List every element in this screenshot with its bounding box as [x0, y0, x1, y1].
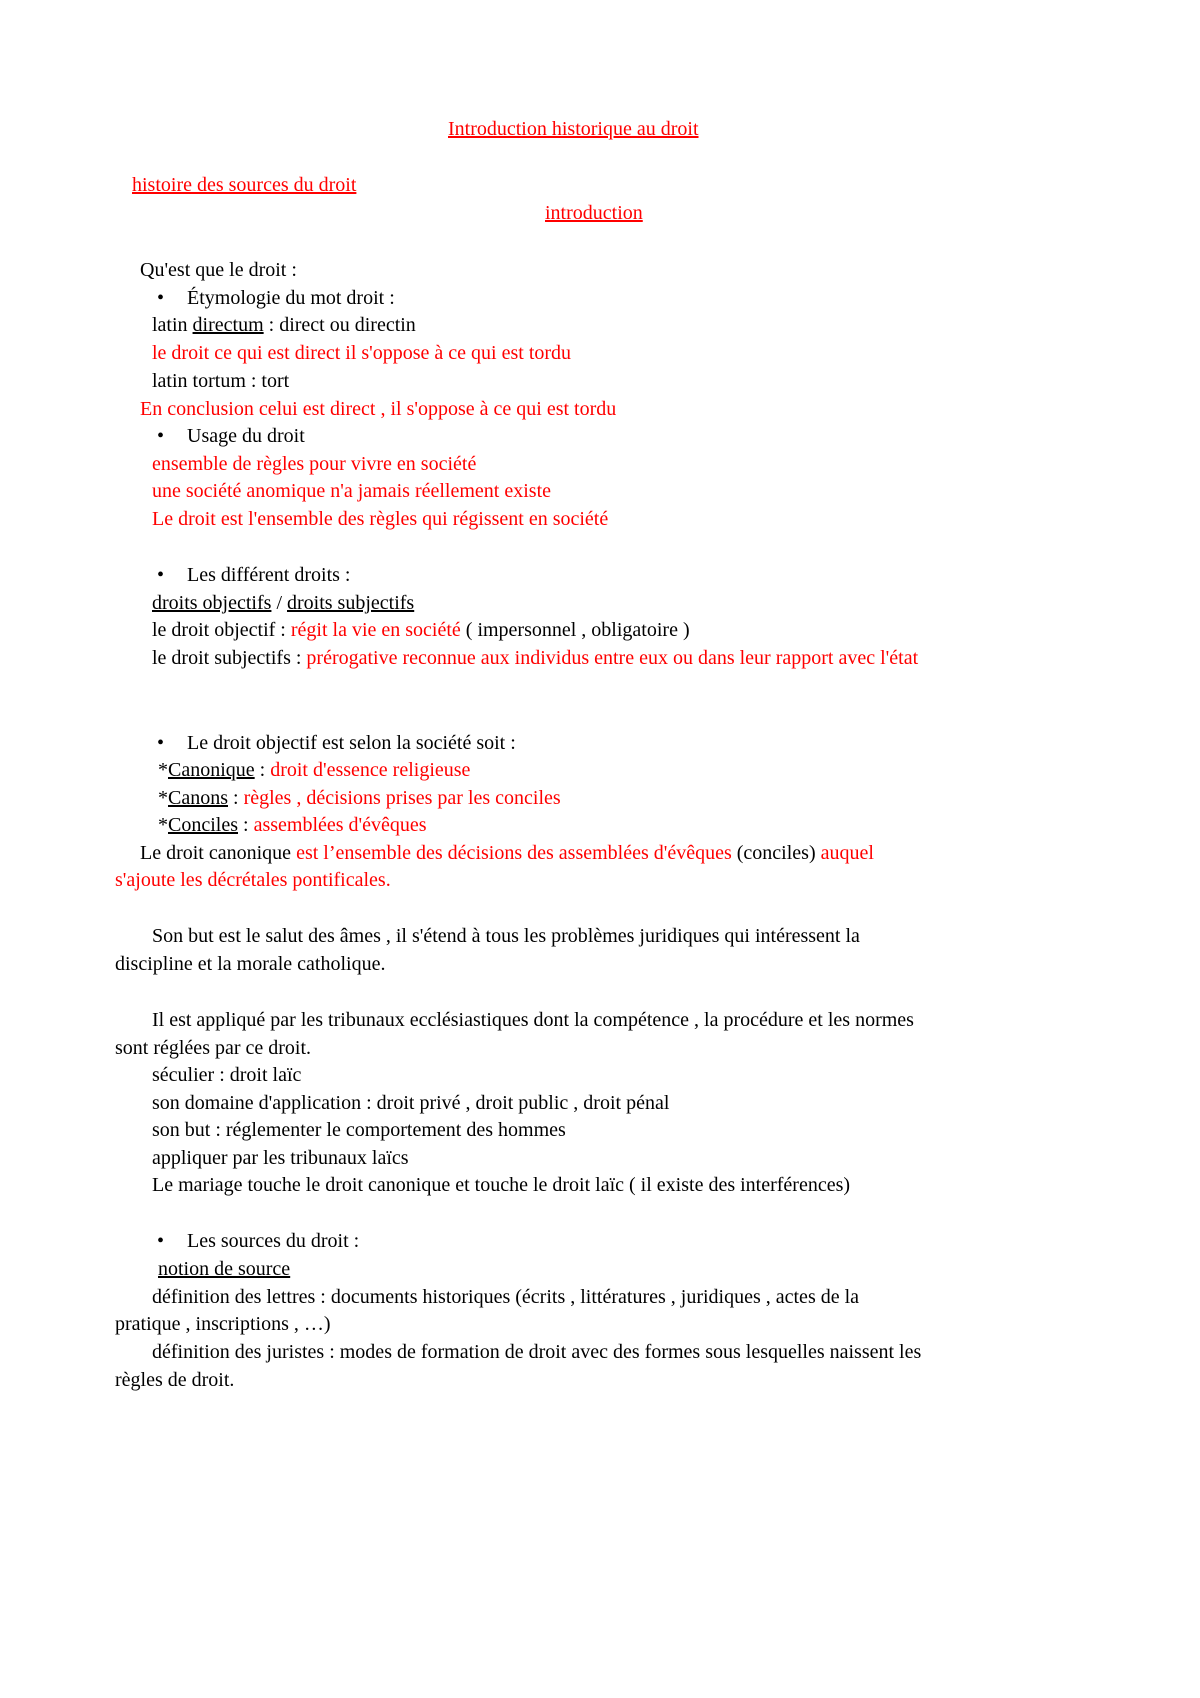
canons-line: *Canons : règles , décisions prises par les conciles	[158, 787, 561, 809]
droit-subjectif-line: le droit subjectifs : prérogative reconnue aux individus entre eux ou dans leur rapport avec l'état	[152, 647, 919, 669]
droit-canonique-line-2: s'ajoute les décrétales pontificales.	[115, 869, 391, 891]
canonique-line: *Canonique : droit d'essence religieuse	[158, 759, 471, 781]
paragraph-applique-line-2: sont réglées par ce droit.	[115, 1037, 312, 1059]
bullet-item-usage: • Usage du droit	[157, 425, 305, 447]
section-heading: introduction	[545, 202, 643, 224]
bullet-item-droit-objectif-societe: • Le droit objectif est selon la société soit :	[157, 732, 516, 754]
appliquer-line: appliquer par les tribunaux laïcs	[152, 1147, 409, 1169]
definition-juristes-line-1: définition des juristes : modes de formation de droit avec des formes sous lesquelles naissent les	[152, 1341, 922, 1363]
paragraph-but-line-1: Son but est le salut des âmes , il s'étend à tous les problèmes juridiques qui intéressent la	[152, 925, 860, 947]
droit-canonique-line: Le droit canonique est l’ensemble des décisions des assemblées d'évêques (conciles) auquel	[140, 842, 874, 864]
bullet-icon: •	[157, 564, 165, 586]
red-line-5: Le droit est l'ensemble des règles qui régissent en société	[152, 508, 609, 530]
domaine-line: son domaine d'application : droit privé , droit public , droit pénal	[152, 1092, 670, 1114]
bullet-icon: •	[157, 287, 165, 309]
bullet-icon: •	[157, 732, 165, 754]
droit-objectif-line: le droit objectif : régit la vie en société ( impersonnel , obligatoire )	[152, 619, 690, 641]
document-subtitle: histoire des sources du droit	[132, 174, 357, 196]
paragraph-applique-line-1: Il est appliqué par les tribunaux ecclésiastiques dont la compétence , la procédure et les normes	[152, 1009, 914, 1031]
definition-juristes-line-2: règles de droit.	[115, 1369, 235, 1391]
bullet-icon: •	[157, 425, 165, 447]
paragraph-but-line-2: discipline et la morale catholique.	[115, 953, 386, 975]
conciles-line: *Conciles : assemblées d'évêques	[158, 814, 427, 836]
objectifs-subjectifs-line: droits objectifs / droits subjectifs	[152, 592, 415, 614]
bullet-item-etymologie: • Étymologie du mot droit :	[157, 287, 395, 309]
red-line-1: le droit ce qui est direct il s'oppose à ce qui est tordu	[152, 342, 572, 364]
conclusion-line: En conclusion celui est direct , il s'oppose à ce qui est tordu	[140, 398, 617, 420]
bullet-item-sources: • Les sources du droit :	[157, 1230, 360, 1252]
latin-directum-line: latin directum : direct ou directin	[152, 314, 416, 336]
bullet-item-differents-droits: • Les différent droits :	[157, 564, 351, 586]
definition-lettres-line-2: pratique , inscriptions , …)	[115, 1313, 331, 1335]
document-title: Introduction historique au droit	[448, 118, 699, 140]
definition-lettres-line-1: définition des lettres : documents historiques (écrits , littératures , juridiques , actes de la	[152, 1286, 860, 1308]
question-line: Qu'est que le droit :	[140, 259, 297, 281]
red-line-3: ensemble de règles pour vivre en société	[152, 453, 477, 475]
bullet-icon: •	[157, 1230, 165, 1252]
notion-de-source: notion de source	[158, 1258, 291, 1280]
but-line: son but : réglementer le comportement des hommes	[152, 1119, 566, 1141]
mariage-line: Le mariage touche le droit canonique et touche le droit laïc ( il existe des interférences)	[152, 1174, 851, 1196]
seculier-line: séculier : droit laïc	[152, 1064, 302, 1086]
red-line-4: une société anomique n'a jamais réellement existe	[152, 480, 552, 502]
latin-tortum-line: latin tortum : tort	[152, 370, 290, 392]
